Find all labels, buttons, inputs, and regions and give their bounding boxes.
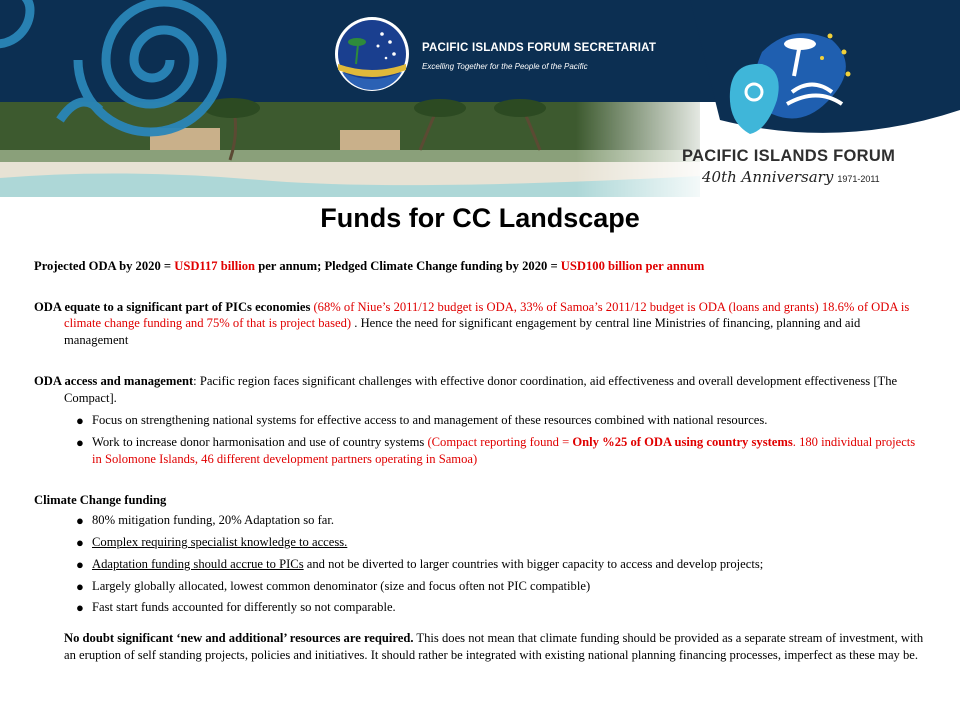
bullet-text-c: Only %25 of ODA using country systems: [572, 435, 793, 450]
bullet-icon: ●: [76, 435, 84, 451]
p2-conclusion: . Hence the need for significant engagement by central line Ministries of financing, planning and aid management: [64, 316, 861, 348]
bullet-icon: ●: [76, 578, 84, 594]
list-item: [34, 512, 924, 529]
pif-40th-anniversary-logo-icon: [722, 22, 862, 142]
anniversary-years: 1971-2011: [837, 174, 880, 184]
closing-text: This does not mean that climate funding should be provided as a separate stream of investment, with an eruption of self standing projects, policies and initiatives. It should rather be integrated with existing national planning financing processes, imperfect as these may be.: [64, 631, 924, 662]
slide-body: [34, 258, 924, 663]
pif-secretariat-emblem-icon: [332, 14, 412, 94]
p3-lead: ODA access and management: [34, 373, 194, 388]
oda-access-paragraph: [34, 373, 924, 406]
list-item: [34, 534, 924, 551]
oda-access-bullets: [34, 412, 924, 467]
p2-lead: ODA equate to a significant part of PICs economies: [34, 299, 311, 314]
closing-paragraph: [34, 630, 924, 663]
bullet-text: Focus on strengthening national systems for effective access to and management of these resources combined with national resources.: [92, 413, 768, 428]
bullet-text: Largely globally allocated, lowest common denominator (size and focus often not PIC compatible): [92, 578, 591, 593]
p1-value-cc: USD100 billion per annum: [560, 259, 705, 273]
bullet-text-d: . 180 individual projects in Solomone Islands, 46 different development partners operating in Samoa): [92, 435, 916, 466]
anniversary-name: PACIFIC ISLANDS FORUM: [682, 147, 896, 165]
bullet-icon: ●: [76, 600, 84, 616]
list-item: [34, 578, 924, 595]
secretariat-name: PACIFIC ISLANDS FORUM SECRETARIAT: [422, 42, 657, 54]
closing-lead: No doubt significant ‘new and additional’ resources are required.: [64, 631, 414, 646]
bullet-text: 80% mitigation funding, 20% Adaptation so far.: [92, 513, 335, 528]
climate-funding-heading: Climate Change funding: [34, 492, 167, 507]
p1-text-c: per annum; Pledged Climate Change funding by 2020 =: [255, 259, 561, 273]
secretariat-tagline: Excelling Together for the People of the Pacific: [422, 62, 588, 71]
bullet-text-underlined: Adaptation funding should accrue to PICs: [92, 556, 304, 571]
bullet-icon: ●: [76, 535, 84, 551]
secretariat-logo-group: [330, 12, 690, 96]
bullet-icon: ●: [76, 513, 84, 529]
climate-funding-bullets: [34, 512, 924, 616]
bullet-text-b: (Compact reporting found =: [427, 435, 573, 450]
oda-economies-paragraph: [34, 299, 924, 349]
page-title: Funds for CC Landscape: [320, 203, 640, 233]
p1-value-oda: USD117 billion: [174, 259, 256, 273]
header-banner: [0, 0, 960, 197]
bullet-icon: ●: [76, 556, 84, 572]
anniversary-subtitle: [702, 168, 880, 186]
bullet-text: Complex requiring specialist knowledge to access.: [92, 535, 348, 550]
list-item: [34, 599, 924, 616]
list-item: [34, 556, 924, 573]
oda-projection-paragraph: [34, 258, 924, 275]
bullet-icon: ●: [76, 413, 84, 429]
anniversary-text: 40th Anniversary: [702, 168, 834, 186]
bullet-text-a: Work to increase donor harmonisation and use of country systems: [92, 435, 428, 450]
list-item: [34, 434, 924, 467]
bullet-text-rest: and not be diverted to larger countries with bigger capacity to access and develop projects;: [303, 556, 764, 571]
p2-detail: (68% of Niue’s 2011/12 budget is ODA, 33% of Samoa’s 2011/12 budget is ODA (loans and grants) 18.6% of ODA is climate change funding and 75% of that is project based): [64, 299, 910, 331]
p1-text-a: Projected ODA by 2020 =: [34, 259, 175, 273]
list-item: [34, 412, 924, 429]
p3-text: : Pacific region faces significant challenges with effective donor coordination, aid effectiveness and overall development effectiveness [The Compact].: [64, 373, 898, 405]
bullet-text: Fast start funds accounted for differently so not comparable.: [92, 600, 396, 615]
